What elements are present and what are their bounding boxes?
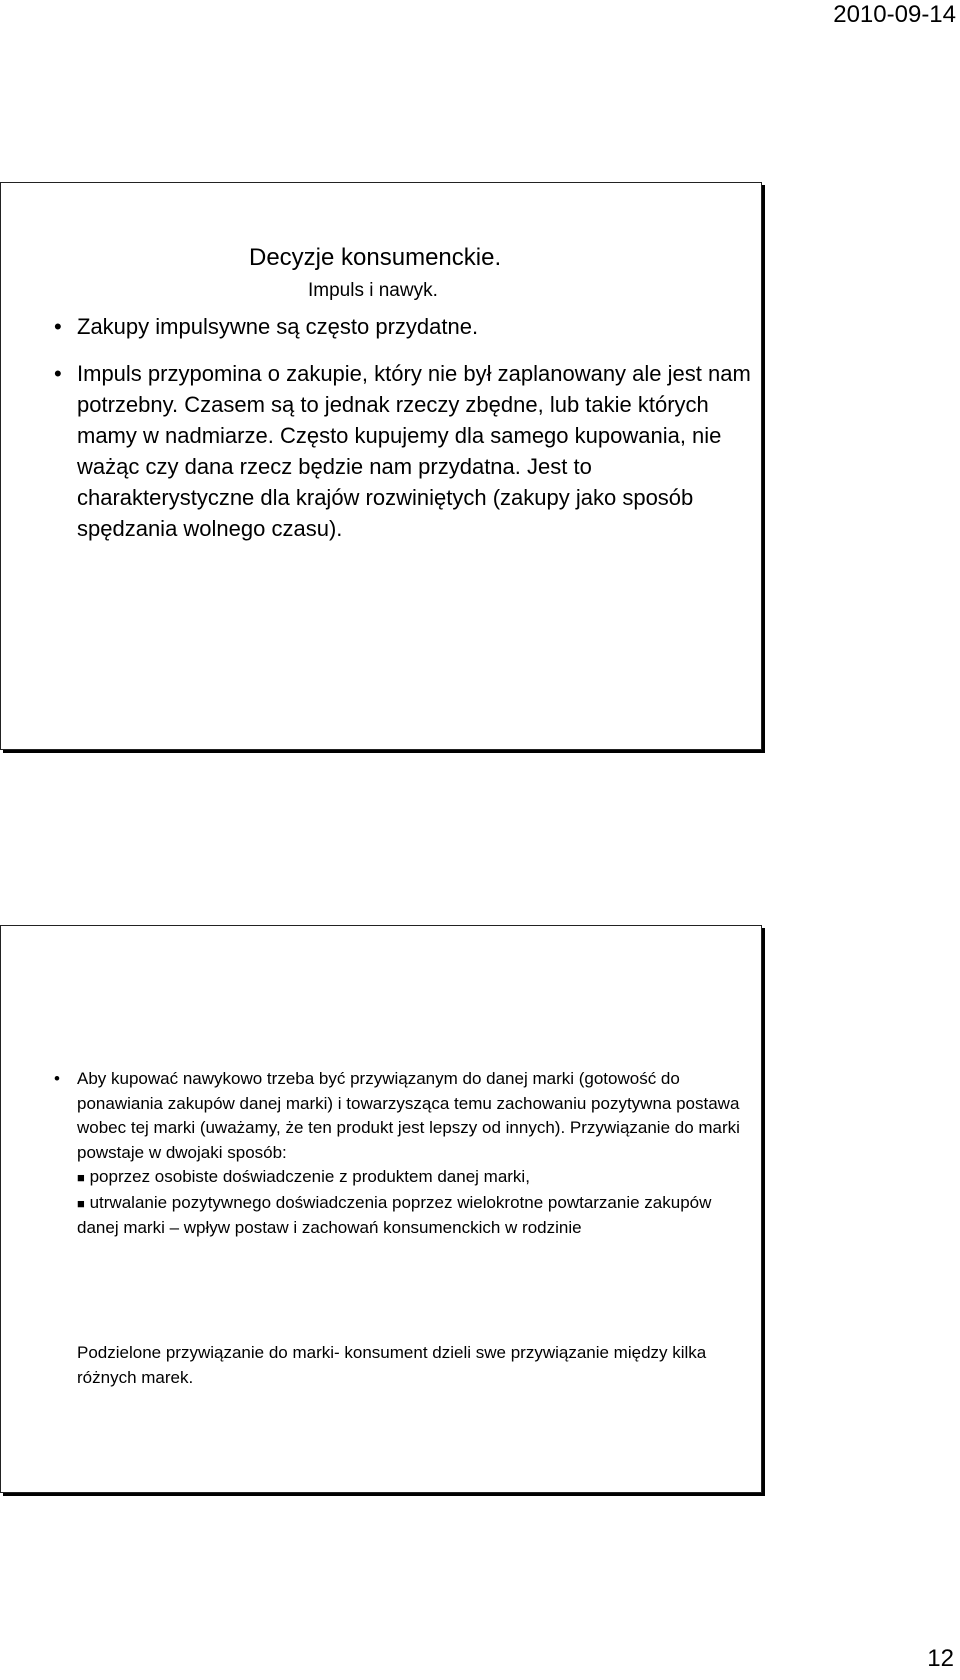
note-paragraph: Podzielone przywiązanie do marki- konsument dzieli swe przywiązanie między kilka różnych marek. — [77, 1343, 707, 1387]
page-number: 12 — [927, 1645, 954, 1672]
square-bullet-icon: ■ — [77, 1170, 85, 1185]
bullet-intro: Aby kupować nawykowo trzeba być przywiązanym do danej marki (gotowość do ponawiania zakupów danej marki) i towarzysząca temu zachowaniu pozytywna postawa wobec tej marki (uważamy, że ten produkt jest lepszy od innych). Przywiązanie do marki powstaje w dwojaki sposób: — [77, 1069, 740, 1162]
list-item-text: utrwalanie pozytywnego doświadczenia poprzez wielokrotne powtarzanie zakupów danej marki – wpływ postaw i zachowań konsumenckich w rodzinie — [77, 1192, 712, 1237]
square-bullet-icon: ■ — [77, 1195, 85, 1211]
bullet-icon: • — [54, 314, 62, 339]
bullet-icon: • — [54, 361, 62, 386]
slide-1 — [0, 182, 762, 750]
page-date: 2010-09-14 — [833, 1, 956, 28]
slide-2 — [0, 925, 762, 1493]
bullet-text-block — [77, 1067, 747, 1241]
bullet-icon: • — [54, 1069, 60, 1088]
bullet-text: Impuls przypomina o zakupie, który nie był zaplanowany ale jest nam potrzebny. Czasem są to jednak rzeczy zbędne, lub takie których mamy w nadmiarze. Często kupujemy dla samego kupowania, nie ważąc czy dana rzecz będzie nam przydatna. Jest to charakterystyczne dla krajów rozwiniętych (zakupy jako sposób spędzania wolnego czasu). — [77, 361, 751, 541]
bullet-text: Zakupy impulsywne są często przydatne. — [77, 314, 479, 339]
list-item — [77, 1191, 747, 1241]
list-item — [77, 1165, 747, 1191]
slide-subtitle: Impuls i nawyk. — [308, 280, 438, 301]
list-item-text: poprzez osobiste doświadczenie z produktem danej marki, — [89, 1167, 530, 1186]
slide-title: Decyzje konsumenckie. — [249, 244, 502, 271]
